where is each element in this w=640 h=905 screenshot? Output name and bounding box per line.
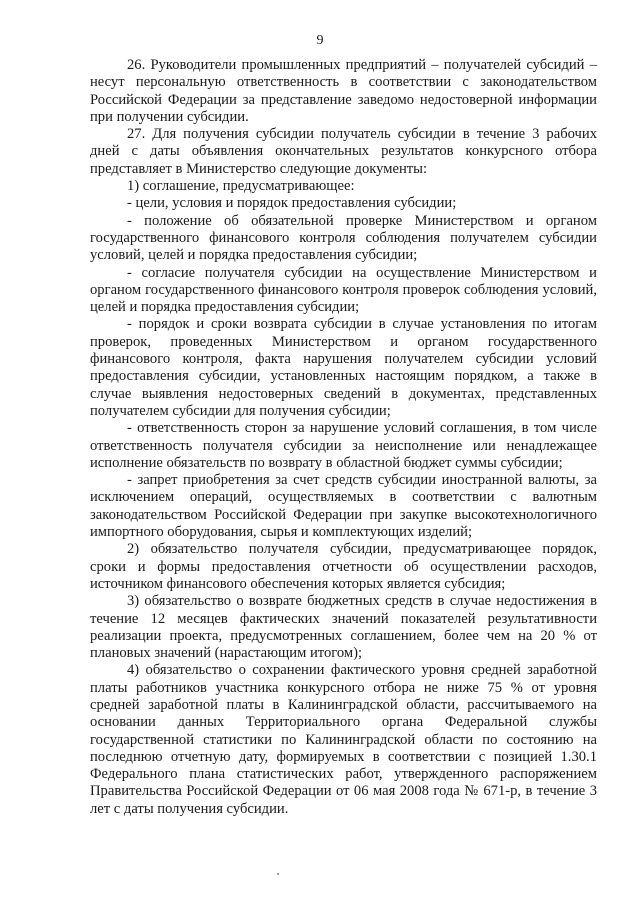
paragraph-26: 26. Руководители промышленных предприятий – получателей субсидий – несут персональную ответственность в соответствии с законодательством Российской Федерации за представление заведомо недостоверной информации при получении субсидии. (90, 57, 597, 125)
item-4-salary-obligation: 4) обязательство о сохранении фактического уровня средней заработной платы работников участника конкурсного отбора не ниже 75 % от уровня средней заработной платы в Калининградской области, рассчитываемого на основании данных Территориального органа Федеральной службы государственной статистики по Калининградской области по состоянию на последнюю отчетную дату, формируемых в соответствии с позицией 1.30.1 Федерального плана статистических работ, утвержденного распоряжением Правительства Российской Федерации от 06 мая 2008 года № 671-р, в течение 3 лет с даты получения субсидии. (90, 662, 597, 817)
scan-speck (277, 873, 279, 875)
item-1-responsibility-clause: - ответственность сторон за нарушение условий соглашения, в том числе ответственность получателя субсидии за неисполнение или ненадлежащее исполнение обязательств по возврату в областной бюджет суммы субсидии; (90, 420, 597, 471)
item-1-currency-ban-clause: - запрет приобретения за счет средств субсидии иностранной валюты, за исключением операций, осуществляемых в соответствии с валютным законодательством Российской Федерации при закупке высокотехнологичного импортного оборудования, сырья и комплектующих изделий; (90, 472, 597, 541)
item-1-inspection-clause: - положение об обязательной проверке Министерством и органом государственного финансового контроля соблюдения получателем субсидии условий, целей и порядка предоставления субсидии; (90, 212, 597, 264)
item-2-reporting-obligation: 2) обязательство получателя субсидии, предусматривающее порядок, сроки и формы предоставления отчетности об осуществлении расходов, источником финансового обеспечения которых является субсидия; (90, 541, 597, 592)
item-1-refund-clause: - порядок и сроки возврата субсидии в случае установления по итогам проверок, проведенных Министерством и органом государственного финансового контроля, факта нарушения получателем субсидии условий предоставления субсидии, установленных настоящим порядком, а также в случае выявления недостоверных сведений в документах, представленных получателем субсидии для получения субсидии; (90, 316, 597, 419)
item-1-consent-clause: - согласие получателя субсидии на осуществление Министерством и органом государственного финансового контроля проверок соблюдения условий, целей и порядка предоставления субсидии; (90, 264, 597, 316)
item-1-agreement: 1) соглашение, предусматривающее: (127, 178, 355, 195)
paragraph-27: 27. Для получения субсидии получатель субсидии в течение 3 рабочих дней с даты объявления окончательных результатов конкурсного отбора представляет в Министерство следующие документы: (90, 126, 597, 177)
item-1-goals: - цели, условия и порядок предоставления субсидии; (127, 195, 457, 212)
document-body (90, 57, 597, 818)
page-number: 9 (316, 33, 324, 48)
item-3-refund-obligation: 3) обязательство о возврате бюджетных средств в случае недостижения в течение 12 месяцев фактических значений показателей результативности реализации проекта, предусмотренных соглашением, более чем на 20 % от плановых значений (нарастающим итогом); (90, 593, 597, 662)
